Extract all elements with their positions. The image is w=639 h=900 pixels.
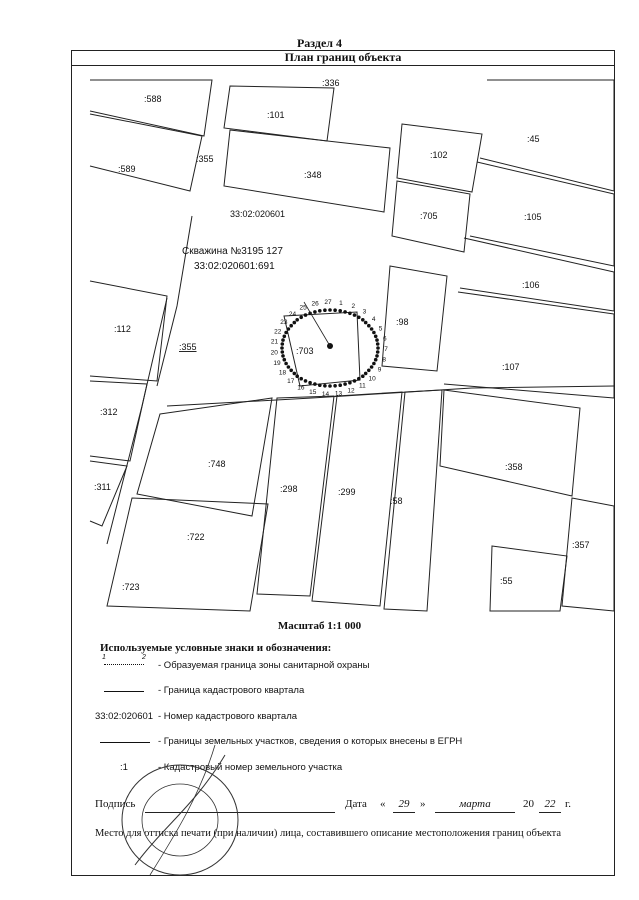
zso-dot [295,318,299,322]
parcel-label: :336 [322,78,340,88]
zso-dot [367,324,371,328]
parcel-label: :703 [296,346,314,356]
parcel-boundary [312,392,402,606]
boundary-point-label: 2 [351,303,356,311]
zso-dot [364,321,368,325]
zso-dot [304,313,308,317]
zso-dot [283,358,287,362]
zso-dot [293,321,297,325]
zso-dot [287,365,291,369]
zso-dot [299,316,303,320]
parcel-label: :45 [527,134,540,144]
date-month: марта [435,798,515,813]
zso-dot [308,381,312,385]
legend-point-2: 2 [142,654,146,661]
zso-dot [376,346,380,350]
zso-dot [323,308,327,312]
zso-dot [357,316,361,320]
legend-text: - Границы земельных участков, сведения о которых внесены в ЕГРН [158,736,463,747]
legend-text: - Образуемая граница зоны санитарной охраны [158,660,370,671]
boundary-point-label: 18 [278,369,287,377]
boundary-point-label: 10 [368,375,376,383]
parcel-label: :58 [390,496,403,506]
year-unit: г. [565,798,572,810]
boundary-point-label: 7 [384,346,388,353]
parcel-label: :722 [187,532,205,542]
parcel-label: :102 [430,150,448,160]
boundary-point-label: 11 [359,382,366,390]
parcel-label: :588 [144,94,162,104]
zso-dot [375,338,379,342]
boundary-point-label: 3 [362,308,367,316]
boundary-point-label: 19 [273,359,281,367]
zso-dot [289,369,293,373]
zso-dot [338,383,342,387]
zso-dot [281,354,285,358]
stamp-place-label: Место для оттиска печати (при наличии) лица, составившего описание местоположения границ объекта [95,828,562,839]
parcel-boundary [90,461,127,526]
zso-dot [281,350,285,354]
boundary-point-label: 1 [339,299,343,307]
legend-text: - Номер кадастрового квартала [158,711,298,722]
parcel-label: :355 [196,154,214,164]
road-edge [157,216,192,386]
parcel-boundary [107,498,268,611]
zso-dot [367,369,371,373]
zso-dot [313,382,317,386]
zso-dot [364,372,368,376]
date-label: Дата [345,798,367,810]
zso-dot [338,309,342,313]
zso-dot [293,372,297,376]
boundary-point-label: 12 [347,387,355,395]
parcel-label: :358 [505,462,523,472]
zso-dot [295,374,299,378]
parcel-label: :589 [118,164,136,174]
zso-dot [374,335,378,339]
zso-dot [328,308,332,312]
zso-dot [318,383,322,387]
parcel-label: :723 [122,582,140,592]
boundary-point-label: 8 [382,356,387,364]
zso-dot [343,310,347,314]
zso-dot [281,342,285,346]
zso-dot [370,365,374,369]
engineer-stamp-seal [105,735,245,885]
legend-title: Используемые условные знаки и обозначения: [100,642,332,654]
boundary-point-label: 26 [311,300,319,308]
zso-dot [376,350,380,354]
parcel-boundary [382,266,447,371]
boundary-point-label: 23 [280,318,288,326]
quarter-label: 33:02:020601 [230,209,286,219]
year-prefix: 20 [523,798,534,810]
parcel-label: :106 [522,280,540,290]
zso-dot [353,313,357,317]
zso-dot [376,342,380,346]
zso-dot [333,308,337,312]
zso-dot [348,312,352,316]
cadastral-map [72,66,614,616]
zso-dot [284,331,288,335]
parcel-label: :112 [114,324,131,334]
boundary-point-label: 16 [297,384,305,392]
boundary-point-label: 22 [274,328,282,336]
legend-symbol: 33:02:020601 [94,711,154,722]
zso-dot [313,310,317,314]
parcel-boundary [460,238,614,311]
boundary-point-label: 14 [321,390,330,398]
zso-dot [323,384,327,388]
zso-dot [328,384,332,388]
boundary-point-label: 20 [270,349,278,357]
zso-dot [348,381,352,385]
well-label: Скважина №3195 127 [182,246,283,257]
parcel-boundary [562,498,614,611]
parcel-label: :107 [502,362,520,372]
parcel-boundary [90,80,212,136]
zso-dot [361,318,365,322]
boundary-point-label: 6 [382,335,387,343]
parcel-label: :355 [179,342,197,352]
zso-dot [299,377,303,381]
zso-dot [343,382,347,386]
zso-dot [333,384,337,388]
parcel-boundary [137,398,272,516]
parcel-label: :348 [304,170,322,180]
parcel-boundary [90,114,202,191]
quote-close: » [420,798,426,810]
zso-dot [289,324,293,328]
well-cadastral: 33:02:020601:691 [194,261,275,272]
legend-point-1: 1 [102,654,106,661]
parcel-label: :55 [500,576,513,586]
parcel-label: :98 [396,317,409,327]
parcel-label: :298 [280,484,298,494]
zso-dot [284,362,288,366]
zso-dot [370,327,374,331]
date-year: 22 [539,798,561,813]
boundary-point-label: 15 [309,388,317,396]
zso-dot [318,309,322,313]
zso-dot [361,374,365,378]
legend-text: - Граница кадастрового квартала [158,685,305,696]
plan-title: План границ объекта [71,50,615,66]
date-day: 29 [393,798,415,813]
zso-dot [281,338,285,342]
boundary-point-label: 17 [287,377,295,385]
boundary-point-label: 27 [324,299,332,306]
zso-dot [372,362,376,366]
parcel-boundary [444,292,614,398]
zso-dot [372,331,376,335]
zso-dot [283,335,287,339]
parcel-boundary [257,396,334,596]
parcel-label: :105 [524,212,542,222]
zso-dot [357,377,361,381]
zso-dot [375,354,379,358]
parcel-label: :748 [208,459,226,469]
parcel-label: :311 [94,482,111,492]
boundary-point-label: 21 [270,338,279,346]
parcel-label: :312 [100,407,118,417]
parcel-boundary [440,390,580,496]
zso-dot [353,379,357,383]
legend-text: - Кадастровый номер земельного участка [158,762,343,773]
boundary-point-label: 24 [288,310,297,318]
signature-label: Подпись [95,798,136,810]
parcel-boundary [470,162,614,266]
zso-dot [304,379,308,383]
boundary-point-label: 5 [378,325,383,333]
boundary-point-label: 13 [334,390,343,398]
parcel-label: :705 [420,211,438,221]
parcel-label: :357 [572,540,590,550]
boundary-point-label: 4 [371,316,376,324]
zso-dot [280,346,284,350]
boundary-point-label: 25 [299,304,307,312]
parcel-boundary [480,80,614,191]
parcel-label: :299 [338,487,356,497]
scale-label: Масштаб 1:1 000 [277,620,362,632]
legend-symbol: :1 [120,762,128,773]
boundary-point-label: 9 [377,366,382,374]
section-title: Раздел 4 [296,36,343,50]
parcel-label: :101 [267,110,285,120]
zso-dot [374,358,378,362]
zso-dot [287,327,291,331]
quote-open: « [380,798,386,810]
